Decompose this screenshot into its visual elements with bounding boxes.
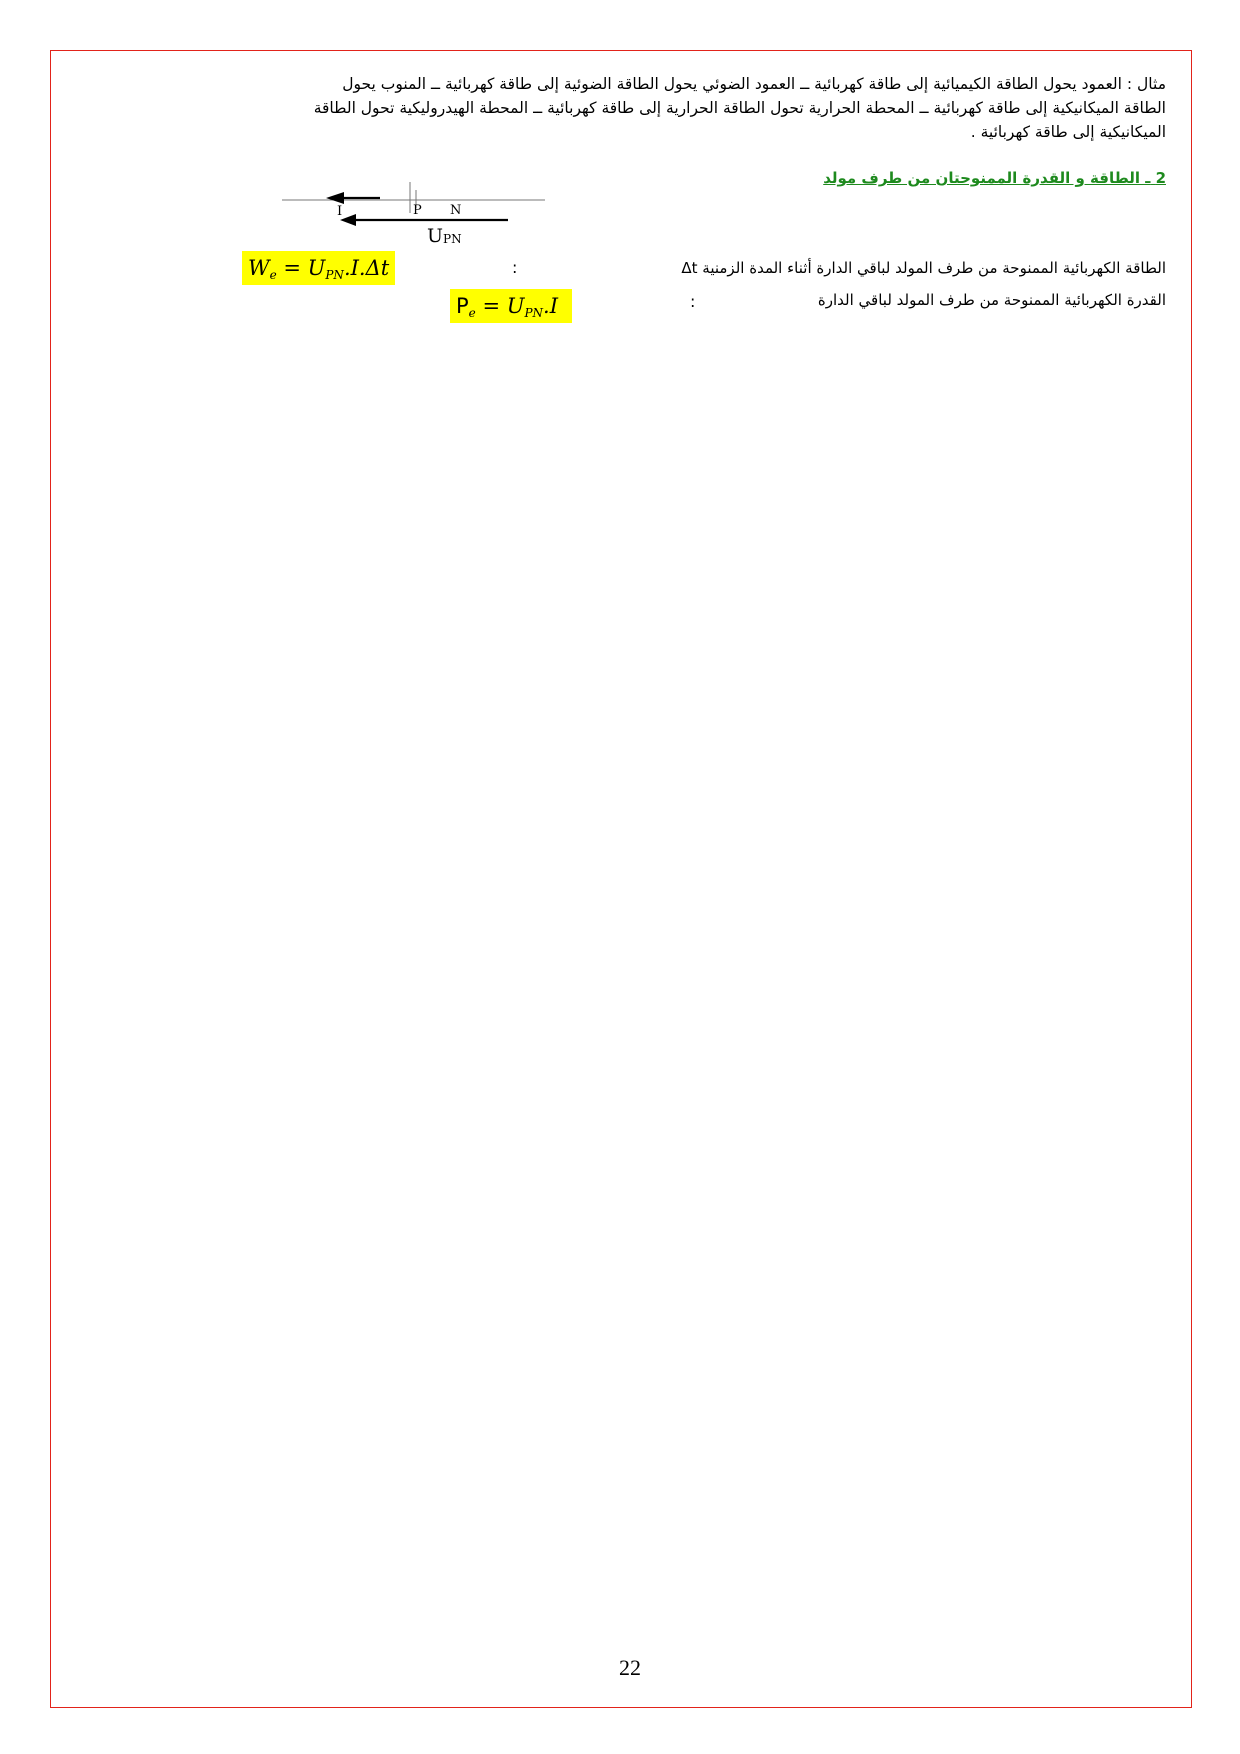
voltage-subscript: PN <box>443 232 462 246</box>
energy-formula-u-sub: PN <box>325 268 344 282</box>
power-formula <box>450 289 572 323</box>
section-number: 2 <box>1155 169 1166 187</box>
power-formula-u: U <box>506 294 525 318</box>
energy-colon: : <box>512 258 518 277</box>
example-line-2: الطاقة الميكانيكية إلى طاقة كهربائية ــ المحطة الحرارية تحول الطاقة الحرارية إلى طاقة كهربائية ــ المحطة الهيدروليكية تحول الطاقة <box>313 99 1166 117</box>
section-title: ـ الطاقة و القدرة الممنوحتان من طرف مولد <box>823 169 1151 187</box>
current-label: I <box>337 204 343 219</box>
voltage-symbol: U <box>427 225 444 247</box>
example-paragraph <box>120 72 1166 144</box>
example-line-1: مثال : العمود يحول الطاقة الكيميائية إلى طاقة كهربائية ــ العمود الضوئي يحول الطاقة الضوئية إلى طاقة كهربائية ــ المنوب يحول <box>342 75 1166 93</box>
section-heading <box>700 165 1166 191</box>
energy-formula-lhs: W <box>248 256 270 280</box>
energy-statement: الطاقة الكهربائية الممنوحة من طرف المولد لباقي الدارة أثناء المدة الزمنية Δt <box>681 259 1166 277</box>
current-arrow-head <box>326 192 344 204</box>
energy-formula-u: U <box>307 256 326 280</box>
voltage-label <box>427 225 462 247</box>
energy-formula-rest: .I.Δt <box>343 256 390 280</box>
voltage-arrow-head <box>340 214 356 226</box>
energy-formula-eq: = <box>276 256 308 280</box>
power-formula-rest: .I <box>543 294 558 318</box>
power-statement: القدرة الكهربائية الممنوحة من طرف المولد لباقي الدارة <box>817 291 1166 309</box>
generator-circuit-diagram <box>280 178 550 248</box>
energy-formula <box>242 251 395 285</box>
example-line-3: الميكانيكية إلى طاقة كهربائية . <box>970 123 1166 141</box>
power-formula-lhs-sub: e <box>468 306 476 320</box>
terminal-p: P <box>413 203 422 218</box>
power-colon: : <box>690 292 696 311</box>
page-number: 22 <box>619 1655 641 1680</box>
power-formula-u-sub: PN <box>524 306 544 320</box>
power-formula-lhs: P <box>456 294 469 318</box>
terminal-n: N <box>450 203 462 218</box>
energy-formula-lhs-sub: e <box>269 268 277 282</box>
power-formula-eq: = <box>475 294 507 318</box>
